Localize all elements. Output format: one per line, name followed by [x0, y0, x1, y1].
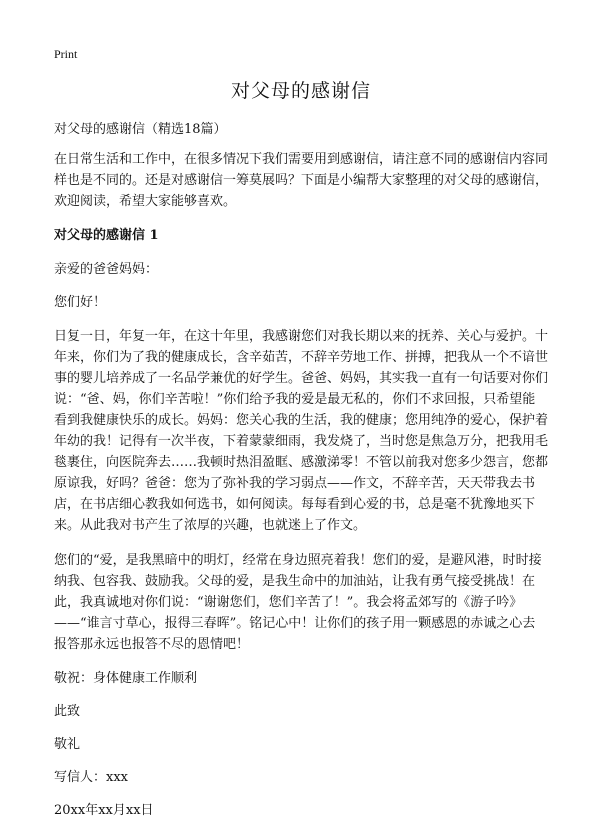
- closing-wish: 敬祝：身体健康工作顺利: [54, 671, 198, 686]
- letter-date: 20xx年xx月xx日: [54, 803, 154, 818]
- section-heading: 对父母的感谢信 1: [54, 228, 159, 243]
- salutation: 亲爱的爸爸妈妈：: [54, 262, 159, 277]
- page-title: 对父母的感谢信: [230, 80, 371, 102]
- signature: 写信人：xxx: [54, 770, 128, 785]
- greeting: 您们好！: [54, 295, 107, 310]
- body-paragraph: 您们的“爱，是我黑暗中的明灯，经常在身边照亮着我！您们的爱，是避风港，时时接纳我、包容我、鼓励我。父母的爱，是我生命中的加油站，让我有勇气接受挑战！在此，我真诚地对你们说：“谢谢您们，您们辛苦了！”。我会将孟郊写的《游子吟》——“谁言寸草心，报得三春晖”。铭记心中！让你们的孩子用一颗感恩的赤诚之心去报答那永远也报答不尽的恩情吧！: [54, 553, 542, 652]
- intro-paragraph: 在日常生活和工作中，在很多情况下我们需要用到感谢信，请注意不同的感谢信内容同样也是不同的。还是对感谢信一筹莫展吗？下面是小编帮大家整理的对父母的感谢信，欢迎阅读，希望大家能够喜欢。: [54, 152, 549, 209]
- document-subtitle: 对父母的感谢信（精选18篇）: [54, 122, 227, 137]
- closing-line: 敬礼: [54, 737, 81, 752]
- print-link[interactable]: Print: [54, 47, 78, 61]
- document-body: [54, 78, 548, 834]
- body-paragraph: 日复一日，年复一年，在这十年里，我感谢您们对我长期以来的抚养、关心与爱护。十年来，你们为了我的健康成长，含辛茹苦，不辞辛劳地工作、拼搏，把我从一个不谙世事的婴儿培养成了一名品学兼优的好学生。爸爸、妈妈，其实我一直有一句话要对你们说：“爸、妈，你们辛苦啦！”你们给予我的爱是最无私的，你们不求回报，只希望能看到我健康快乐的成长。妈妈：您关心我的生活，我的健康；您用纯净的爱心，保护着年幼的我！记得有一次半夜，下着蒙蒙细雨，我发烧了，当时您是焦急万分，把我用毛毯裹住，向医院奔去……我顿时热泪盈眶、感激涕零！不管以前我对您多少怨言，您都原谅我，好吗？爸爸：您为了弥补我的学习弱点——作文，不辞辛苦，天天带我去书店，在书店细心教我如何选书，如何阅读。每每看到心爱的书，总是毫不犹豫地买下来。从此我对书产生了浓厚的兴趣，也就迷上了作文。: [54, 329, 549, 533]
- closing-line: 此致: [54, 704, 81, 719]
